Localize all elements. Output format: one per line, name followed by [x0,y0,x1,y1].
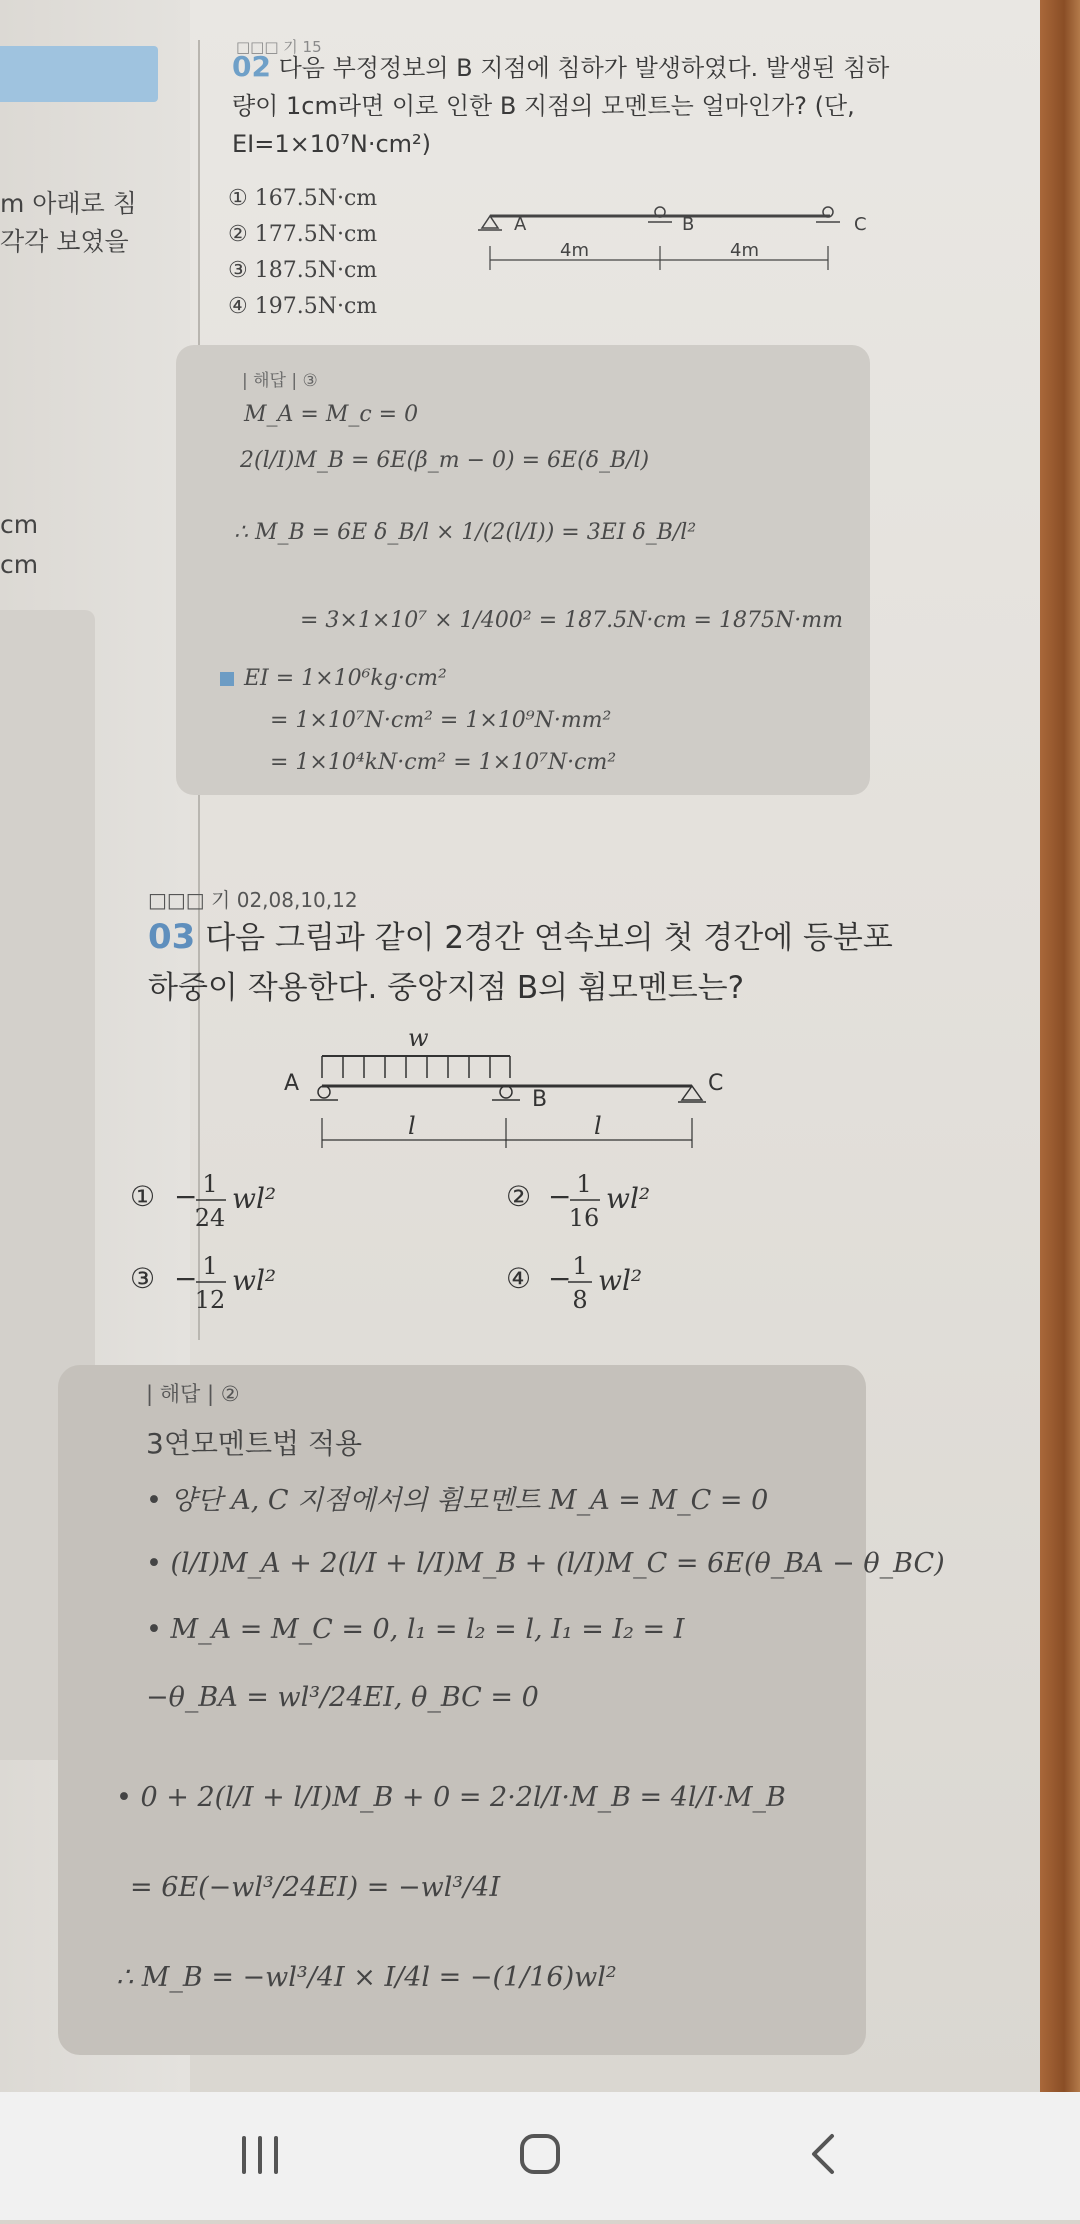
q3-choice-1-tail: wl² [232,1182,277,1215]
q2-sol-line-7: = 1×10⁴kN·cm² = 1×10⁷N·cm² [270,750,617,775]
q3-beam-diagram [282,1026,742,1156]
q2-sol-line-5: EI = 1×10⁶kg·cm² [244,666,447,691]
q2-label-c: C [854,214,867,235]
q2-span-2: 4m [730,240,759,261]
q3-choice-2-numerator: 1 [576,1170,592,1198]
q3-choice-2-denominator: 16 [568,1204,600,1232]
left-text-line-1: m 아래로 침 [0,189,137,218]
q3-choice-3[interactable] [130,1252,276,1314]
q3-solution-label: | 해답 | ② [146,1382,240,1406]
q3-choice-1[interactable] [130,1170,276,1232]
q3-choice-2-sign: − [548,1180,572,1213]
q3-sol-line-6: = 6E(−wl³/24EI) = −wl³/4I [130,1872,501,1903]
q2-choice-2[interactable]: ② 177.5N·cm [228,222,378,247]
q3-question-text: 다음 그림과 같이 2경간 연속보의 첫 경간에 등분포하중이 작용한다. 중앙지점 B의 휨모멘트는? [148,920,893,1006]
q3-choice-4-number: ④ [506,1262,532,1295]
q2-meta: □□□ 기 15 [236,38,322,56]
back-button[interactable] [762,2092,882,2220]
recent-apps-button[interactable] [200,2092,320,2220]
q3-choice-4-tail: wl² [598,1264,643,1297]
q2-sol-line-2: 2(l/I)M_B = 6E(β_m − 0) = 6E(δ_B/l) [240,448,650,473]
left-text-line-2: 각각 보였을 [0,227,129,256]
q3-sol-line-7: ∴ M_B = −wl³/4I × I/4l = −(1/16)wl² [116,1962,617,1993]
q3-solution-title: 3연모멘트법 적용 [146,1427,363,1460]
q3-load-label: w [408,1026,429,1052]
q3-choice-1-numerator: 1 [202,1170,218,1198]
q3-choice-3-number: ③ [130,1262,156,1295]
q3-choice-1-sign: − [174,1180,198,1213]
q3-meta: □□□ 기 02,08,10,12 [148,888,358,912]
left-unit-1: cm [0,510,39,539]
q3-choice-3-numerator: 1 [202,1252,218,1280]
q2-solution-label: | 해답 | ③ [242,371,318,391]
q3-choice-4-denominator: 8 [572,1286,588,1314]
q3-label-a: A [284,1071,300,1096]
q3-choice-2-tail: wl² [606,1182,651,1215]
note-square-icon [220,672,234,686]
q3-span-2: l [594,1112,602,1140]
q3-sol-line-3: • M_A = M_C = 0, l₁ = l₂ = l, I₁ = I₂ = I [146,1614,685,1645]
q2-sol-line-1: M_A = M_c = 0 [244,402,419,427]
q3-sol-line-4: −θ_BA = wl³/24EI, θ_BC = 0 [146,1682,539,1713]
q2-sol-line-3: ∴ M_B = 6E δ_B/l × 1/(2(l/I)) = 3EI δ_B/l² [234,520,697,545]
q2-choice-4[interactable]: ④ 197.5N·cm [228,294,378,319]
q3-choice-3-sign: − [174,1262,198,1295]
q3-label-c: C [708,1071,724,1096]
q3-choices [130,1160,690,1320]
q2-choice-3[interactable]: ③ 187.5N·cm [228,258,378,283]
q3-choice-4-sign: − [548,1262,572,1295]
q3-choice-3-tail: wl² [232,1264,277,1297]
q2-number: 02 [232,50,271,83]
q2-label-a: A [514,214,527,235]
q3-sol-line-5: • 0 + 2(l/I + l/I)M_B + 0 = 2·2l/I·M_B = 4l/I·M_B [116,1782,786,1813]
q2-label-b: B [682,214,695,235]
home-icon [480,2092,600,2220]
q3-choice-4[interactable] [506,1252,642,1314]
q3-choice-1-number: ① [130,1180,156,1213]
q2-sol-line-6: = 1×10⁷N·cm² = 1×10⁹N·mm² [270,708,612,733]
q2-sol-note-line-1 [220,666,447,691]
q2-beam-diagram [470,200,880,290]
q3-choice-3-denominator: 12 [194,1286,226,1314]
q3-span-1: l [408,1112,416,1140]
q3-sol-line-2: • (l/I)M_A + 2(l/I + l/I)M_B + (l/I)M_C = 6E(θ_BA − θ_BC) [146,1548,945,1579]
q3-label-b: B [532,1087,548,1112]
recent-apps-icon [200,2092,320,2220]
q2-span-1: 4m [560,240,589,261]
q3-choice-1-denominator: 24 [194,1204,226,1232]
q2-sol-line-4: = 3×1×10⁷ × 1/400² = 187.5N·cm = 1875N·mm [300,608,843,633]
android-navigation-bar [0,2092,1080,2220]
q3-question [148,912,908,1013]
q3-number: 03 [148,917,196,957]
q2-question-text: 다음 부정정보의 B 지점에 침하가 발생하였다. 발생된 침하량이 1cm라면 이로 인한 B 지점의 모멘트는 얼마인가? (단, EI=1×10⁷N·cm²) [232,54,890,158]
q3-choice-2[interactable] [506,1170,650,1232]
left-blue-header-bar [0,46,158,102]
q3-choice-2-number: ② [506,1180,532,1213]
q2-question [232,48,892,163]
q3-choice-4-numerator: 1 [572,1252,588,1280]
left-unit-2: cm [0,550,39,579]
q3-sol-line-1: • 양단 A, C 지점에서의 휨모멘트 M_A = M_C = 0 [146,1485,769,1516]
home-button[interactable] [480,2092,600,2220]
wood-table-edge [1040,0,1080,2092]
back-icon [762,2092,882,2220]
q2-choice-1[interactable]: ① 167.5N·cm [228,186,378,211]
